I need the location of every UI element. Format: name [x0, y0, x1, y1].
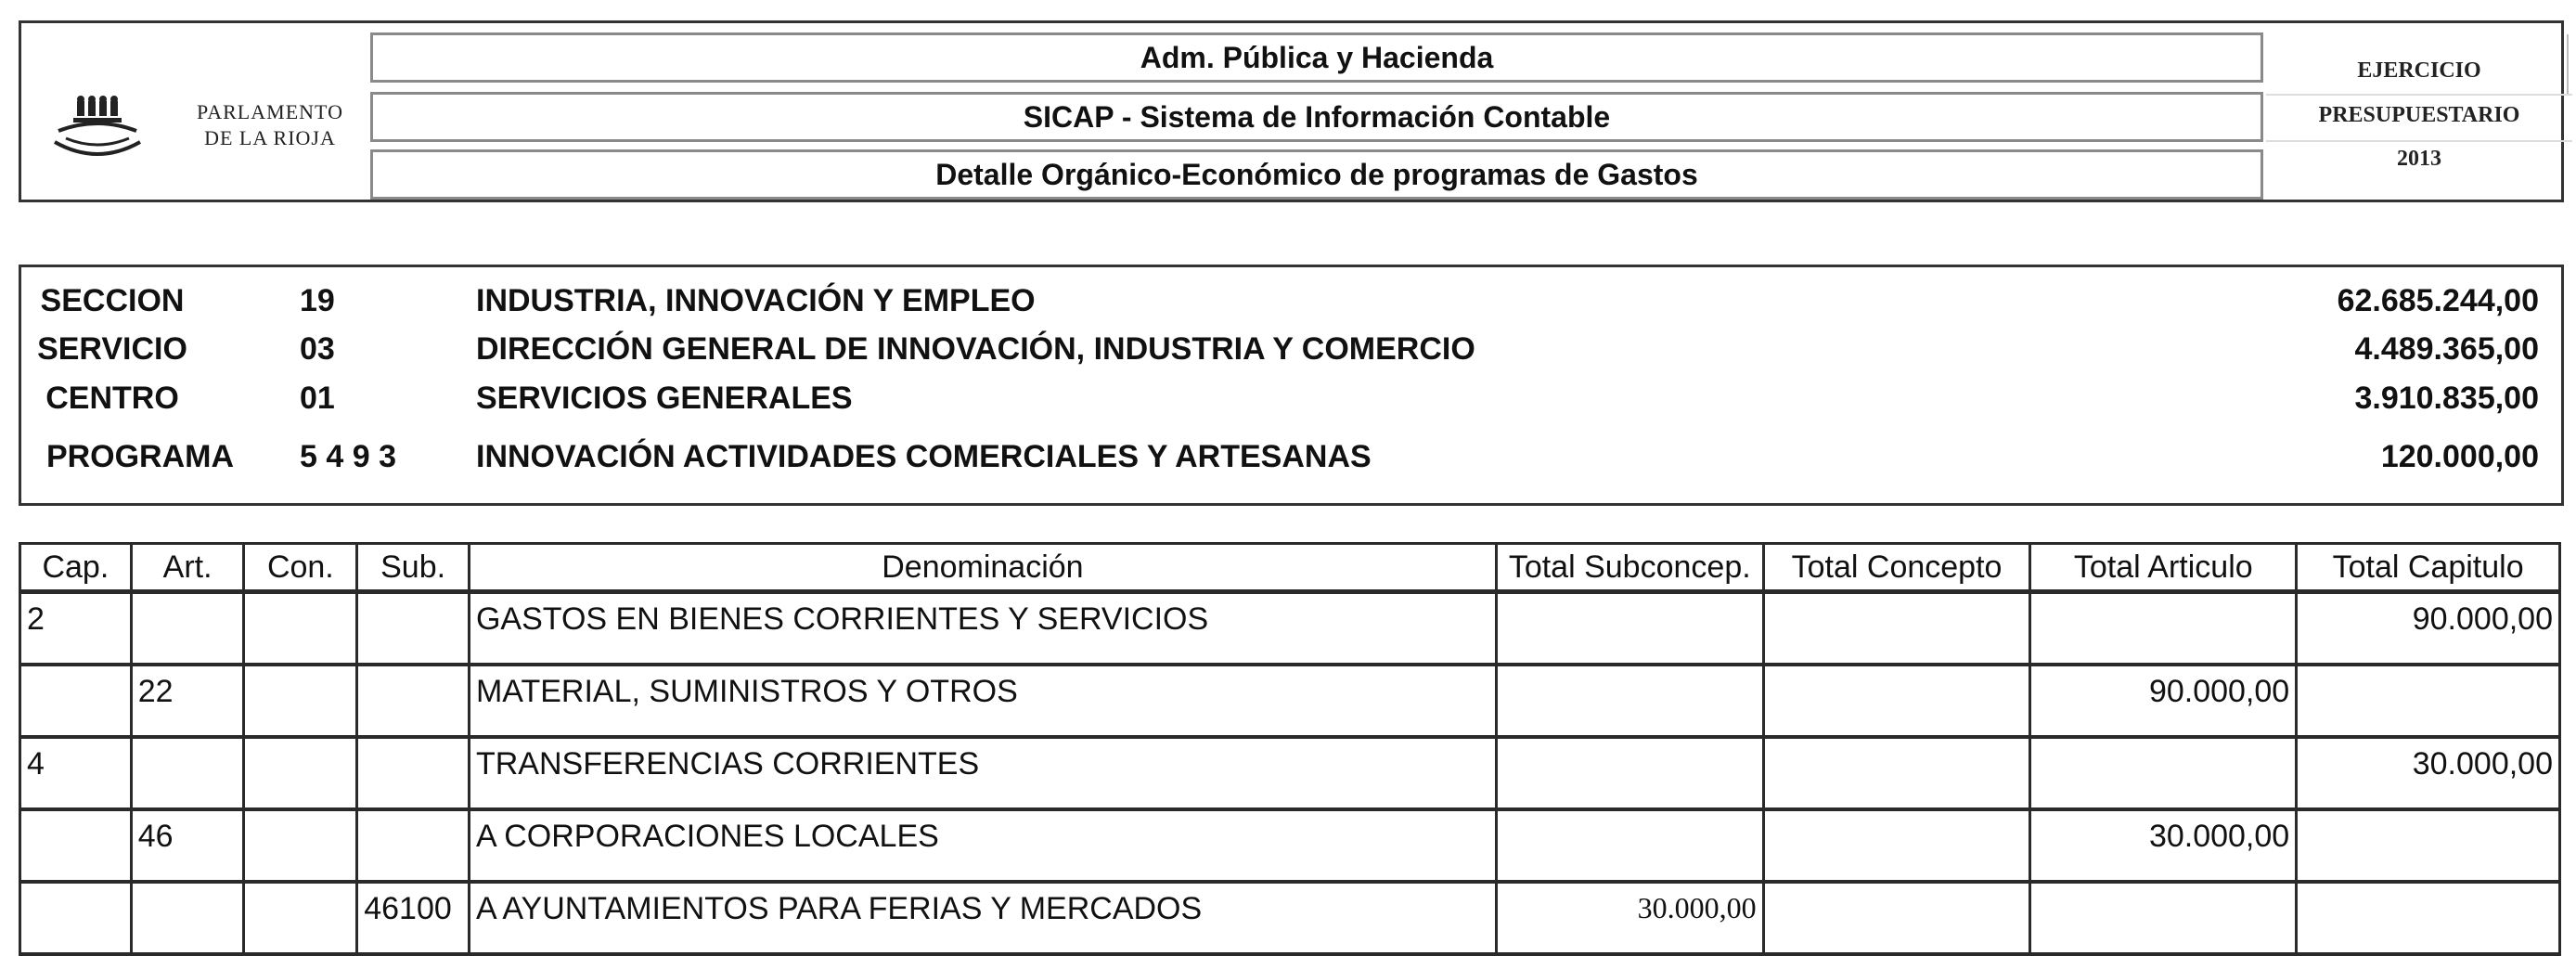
cell-con: [244, 665, 357, 737]
cell-total-articulo: [2030, 592, 2297, 665]
cell-con: [244, 737, 357, 809]
cell-total-subconcepto: [1496, 665, 1763, 737]
cell-con: [244, 809, 357, 882]
cell-total-concepto: [1763, 665, 2030, 737]
summary-description: INDUSTRIA, INNOVACIÓN Y EMPLEO: [476, 283, 1036, 318]
divider: [2266, 94, 2572, 96]
cell-art: 46: [131, 809, 244, 882]
summary-code: 03: [300, 331, 335, 367]
column-header: Cap.: [20, 544, 132, 592]
summary-label: CENTRO: [45, 381, 179, 416]
column-header: Sub.: [357, 544, 470, 592]
cell-sub: [357, 592, 470, 665]
cell-total-concepto: [1763, 737, 2030, 809]
cell-total-capitulo: 30.000,00: [2297, 737, 2560, 809]
cell-total-articulo: 30.000,00: [2030, 809, 2297, 882]
cell-total-concepto: [1763, 592, 2030, 665]
cell-art: [131, 737, 244, 809]
cell-art: [131, 592, 244, 665]
cell-cap: [20, 809, 132, 882]
summary-row-programa: [21, 434, 2561, 479]
table-row: [20, 592, 2560, 665]
cell-denominacion: GASTOS EN BIENES CORRIENTES Y SERVICIOS: [469, 592, 1496, 665]
title-system: SICAP - Sistema de Información Contable: [370, 92, 2263, 142]
cell-con: [244, 882, 357, 954]
table-header-row: [20, 544, 2560, 592]
cell-total-capitulo: [2297, 882, 2560, 954]
logo-line-2: DE LA RIOJA: [204, 126, 336, 149]
cell-total-articulo: [2030, 737, 2297, 809]
cell-total-articulo: [2030, 882, 2297, 954]
cell-cap: 4: [20, 737, 132, 809]
cell-denominacion: A AYUNTAMIENTOS PARA FERIAS Y MERCADOS: [469, 882, 1496, 954]
cell-art: [131, 882, 244, 954]
cell-denominacion: TRANSFERENCIAS CORRIENTES: [469, 737, 1496, 809]
ejercicio-label: EJERCICIO: [2357, 58, 2481, 83]
summary-label: SECCION: [40, 283, 185, 318]
fiscal-year: 2013: [2397, 147, 2441, 171]
column-header: Total Articulo: [2030, 544, 2297, 592]
cell-denominacion: A CORPORACIONES LOCALES: [469, 809, 1496, 882]
cell-total-capitulo: [2297, 809, 2560, 882]
program-summary: [19, 265, 2564, 506]
summary-code: 5 4 9 3: [300, 439, 396, 474]
summary-description: SERVICIOS GENERALES: [476, 381, 853, 416]
cell-total-capitulo: 90.000,00: [2297, 592, 2560, 665]
title-report: Detalle Orgánico-Económico de programas de Gastos: [370, 149, 2263, 200]
logo-text: [159, 99, 381, 151]
cell-sub: [357, 665, 470, 737]
cell-denominacion: MATERIAL, SUMINISTROS Y OTROS: [469, 665, 1496, 737]
expense-detail-table: [19, 542, 2561, 956]
summary-row-centro: [21, 376, 2561, 420]
summary-label: SERVICIO: [37, 331, 187, 367]
cell-total-concepto: [1763, 809, 2030, 882]
summary-amount: 120.000,00: [2380, 439, 2539, 474]
report-header: [19, 20, 2564, 202]
parliament-logo-icon: [49, 88, 161, 190]
presupuestario-label: PRESUPUESTARIO: [2318, 103, 2520, 127]
table-row: [20, 809, 2560, 882]
summary-amount: 3.910.835,00: [2354, 381, 2539, 416]
cell-total-capitulo: [2297, 665, 2560, 737]
title-department: Adm. Pública y Hacienda: [370, 32, 2263, 83]
cell-total-articulo: 90.000,00: [2030, 665, 2297, 737]
cell-cap: [20, 882, 132, 954]
column-header: Con.: [244, 544, 357, 592]
cell-total-subconcepto: [1496, 737, 1763, 809]
summary-amount: 4.489.365,00: [2354, 331, 2539, 367]
column-header: Total Concepto: [1763, 544, 2030, 592]
cell-sub: [357, 809, 470, 882]
column-header: Total Capitulo: [2297, 544, 2560, 592]
table-row: [20, 737, 2560, 809]
column-header: Art.: [131, 544, 244, 592]
divider: [2266, 140, 2572, 142]
column-header: Total Subconcep.: [1496, 544, 1763, 592]
summary-description: DIRECCIÓN GENERAL DE INNOVACIÓN, INDUSTRIA Y COMERCIO: [476, 331, 1475, 367]
summary-label: PROGRAMA: [45, 439, 235, 474]
summary-row-servicio: [21, 327, 2561, 371]
column-header: Denominación: [469, 544, 1496, 592]
fiscal-year-block: [2266, 23, 2561, 200]
cell-total-subconcepto: [1496, 592, 1763, 665]
summary-code: 01: [300, 381, 335, 416]
summary-amount: 62.685.244,00: [2337, 283, 2539, 318]
logo-line-1: PARLAMENTO: [197, 100, 343, 123]
table-row: [20, 882, 2560, 954]
summary-code: 19: [300, 283, 335, 318]
cell-cap: [20, 665, 132, 737]
cell-cap: 2: [20, 592, 132, 665]
cell-total-subconcepto: 30.000,00: [1496, 882, 1763, 954]
cell-con: [244, 592, 357, 665]
cell-total-concepto: [1763, 882, 2030, 954]
cell-sub: [357, 737, 470, 809]
cell-art: 22: [131, 665, 244, 737]
table-row: [20, 665, 2560, 737]
summary-row-seccion: [21, 278, 2561, 323]
summary-description: INNOVACIÓN ACTIVIDADES COMERCIALES Y ARTESANAS: [476, 439, 1372, 474]
cell-sub: 46100: [357, 882, 470, 954]
cell-total-subconcepto: [1496, 809, 1763, 882]
